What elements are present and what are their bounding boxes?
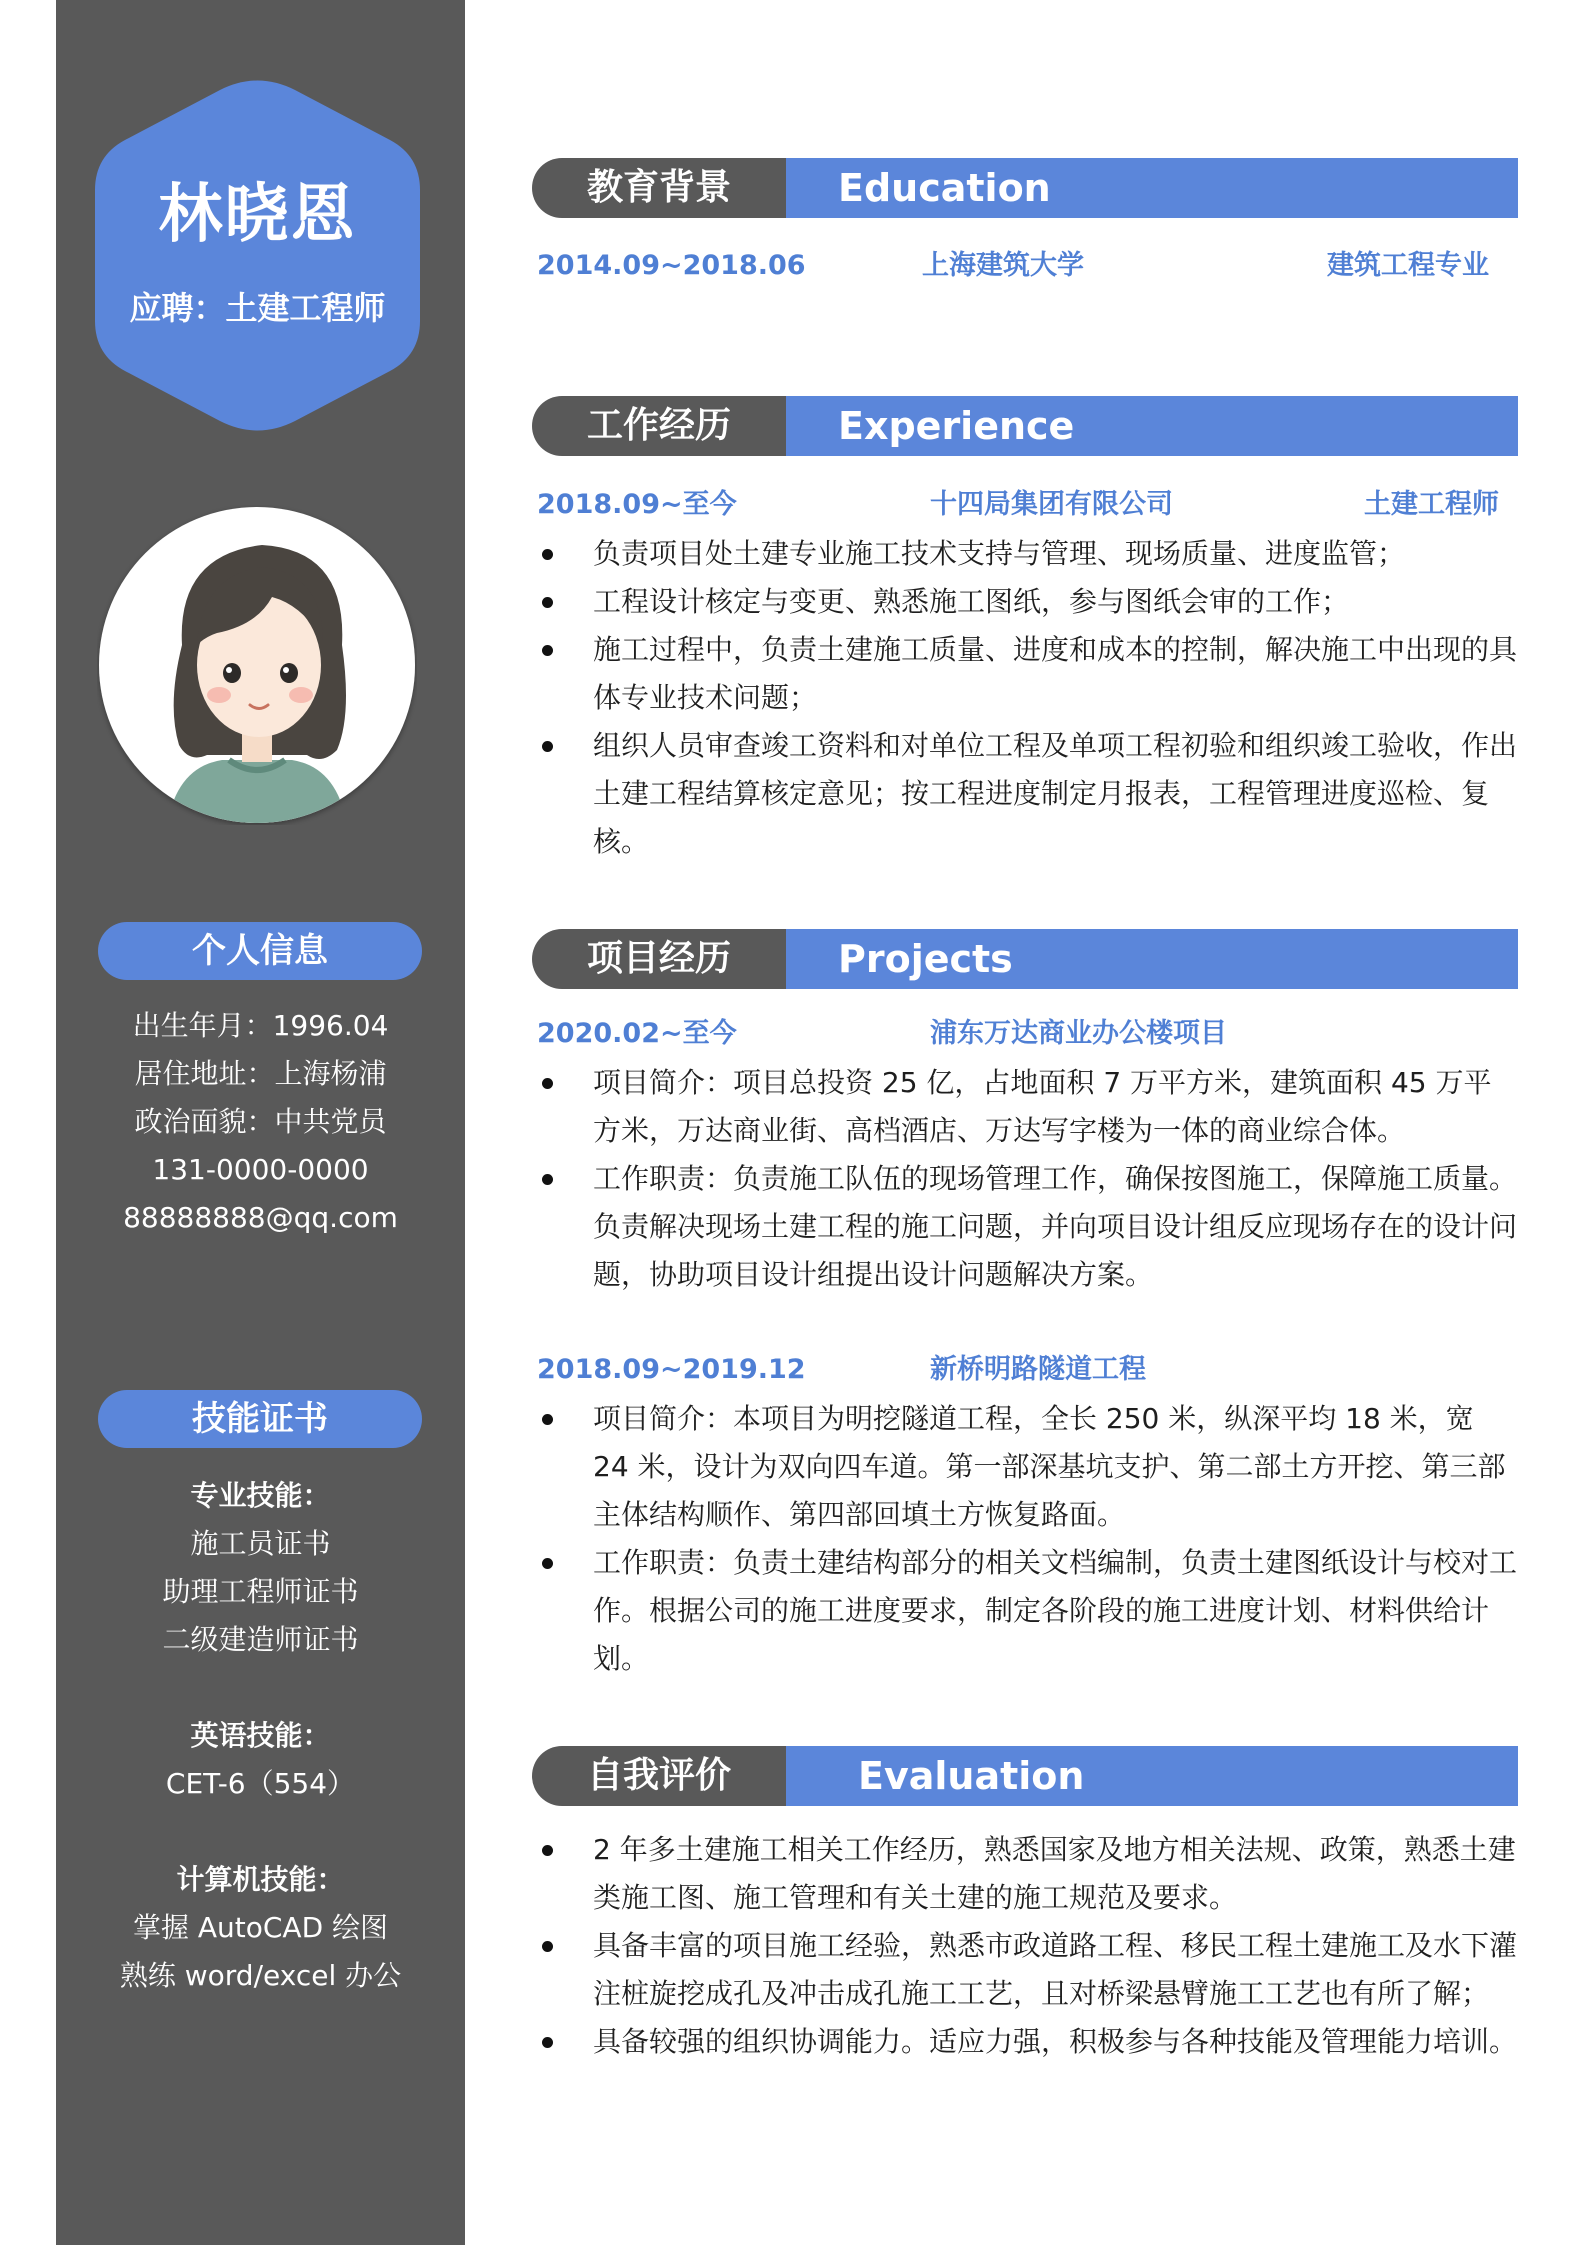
list-item: 工程设计核定与变更、熟悉施工图纸，参与图纸会审的工作；: [537, 578, 1517, 626]
experience-title-cn: 工作经历: [532, 396, 786, 456]
education-date: 2014.09~2018.06: [537, 250, 806, 281]
project-date: 2020.02~至今: [537, 1018, 737, 1049]
email-address: 88888888@qq.com: [123, 1201, 398, 1234]
pro-skills-title: 专业技能：: [190, 1479, 331, 1512]
skill-item: 熟练 word/excel 办公: [119, 1959, 402, 1992]
applied-position: 应聘：土建工程师: [129, 289, 386, 327]
list-item: 项目简介：项目总投资 25 亿，占地面积 7 万平方米，建筑面积 45 万平方米，万达商业街、高档酒店、万达写字楼为一体的商业综合体。: [537, 1059, 1517, 1155]
avatar: [97, 505, 417, 825]
skill-item: CET-6（554）: [165, 1767, 356, 1800]
education-header: [532, 158, 1518, 218]
english-skills-title: 英语技能：: [190, 1719, 331, 1752]
personal-info-list: [56, 1002, 465, 1242]
evaluation-title-en: Evaluation: [786, 1746, 1518, 1806]
experience-title-en: Experience: [786, 396, 1518, 456]
birth-date: 出生年月：1996.04: [132, 1009, 389, 1042]
evaluation-header: [532, 1746, 1518, 1806]
list-item: 工作职责：负责施工队伍的现场管理工作，确保按图施工，保障施工质量。负责解决现场土建工程的施工问题，并向项目设计组反应现场存在的设计问题，协助项目设计组提出设计问题解决方案。: [537, 1155, 1517, 1299]
address: 居住地址：上海杨浦: [134, 1057, 387, 1090]
phone-number: 131-0000-0000: [152, 1153, 369, 1186]
list-item: 具备较强的组织协调能力。适应力强，积极参与各种技能及管理能力培训。: [537, 2018, 1517, 2066]
skills-heading: 技能证书: [98, 1390, 422, 1448]
project-name: 浦东万达商业办公楼项目: [930, 1018, 1227, 1049]
name-hexagon: [95, 78, 420, 433]
projects-header: [532, 929, 1518, 989]
political-status: 政治面貌：中共党员: [134, 1105, 387, 1138]
experience-header: [532, 396, 1518, 456]
list-item: 施工过程中，负责土建施工质量、进度和成本的控制，解决施工中出现的具体专业技术问题；: [537, 626, 1517, 722]
list-item: 负责项目处土建专业施工技术支持与管理、现场质量、进度监管；: [537, 530, 1517, 578]
skill-item: 施工员证书: [190, 1527, 331, 1560]
spacer: [56, 1808, 465, 1856]
education-meta: [537, 246, 1517, 286]
project-name: 新桥明路隧道工程: [930, 1354, 1146, 1385]
list-item: 组织人员审查竣工资料和对单位工程及单项工程初验和组织竣工验收，作出土建工程结算核定意见；按工程进度制定月报表，工程管理进度巡检、复核。: [537, 722, 1517, 866]
hexagon-shape: [95, 78, 420, 433]
experience-date: 2018.09~至今: [537, 489, 737, 520]
school-name: 上海建筑大学: [922, 250, 1084, 281]
skill-item: 掌握 AutoCAD 绘图: [132, 1911, 389, 1944]
major-name: 建筑工程专业: [1327, 250, 1489, 281]
job-role: 土建工程师: [1364, 489, 1499, 520]
experience-list: [537, 530, 1517, 866]
project-2-list: [537, 1395, 1517, 1683]
experience-meta: [537, 485, 1517, 525]
evaluation-title-cn: 自我评价: [532, 1746, 786, 1806]
skill-item: 二级建造师证书: [162, 1623, 359, 1656]
evaluation-list: [537, 1826, 1517, 2066]
project-2-meta: [537, 1350, 1517, 1390]
projects-title-en: Projects: [786, 929, 1518, 989]
education-title-en: Education: [786, 158, 1518, 218]
list-item: 2 年多土建施工相关工作经历，熟悉国家及地方相关法规、政策，熟悉土建类施工图、施工管理和有关土建的施工规范及要求。: [537, 1826, 1517, 1922]
project-1-meta: [537, 1014, 1517, 1054]
list-item: 项目简介：本项目为明挖隧道工程，全长 250 米，纵深平均 18 米，宽 24 米，设计为双向四车道。第一部深基坑支护、第二部土方开挖、第三部主体结构顺作、第四部回填土方恢复路面。: [537, 1395, 1517, 1539]
project-1-list: [537, 1059, 1517, 1299]
project-date: 2018.09~2019.12: [537, 1354, 806, 1385]
spacer: [56, 1664, 465, 1712]
projects-title-cn: 项目经历: [532, 929, 786, 989]
list-item: 具备丰富的项目施工经验，熟悉市政道路工程、移民工程土建施工及水下灌注桩旋挖成孔及冲击成孔施工工艺，且对桥梁悬臂施工工艺也有所了解；: [537, 1922, 1517, 2018]
computer-skills-title: 计算机技能：: [176, 1863, 345, 1896]
skills-list: [56, 1472, 465, 2000]
company-name: 十四局集团有限公司: [930, 489, 1173, 520]
education-title-cn: 教育背景: [532, 158, 786, 218]
candidate-name: 林晓恩: [158, 178, 357, 252]
cartoon-girl-avatar-icon: [97, 505, 417, 825]
skill-item: 助理工程师证书: [162, 1575, 359, 1608]
list-item: 工作职责：负责土建结构部分的相关文档编制，负责土建图纸设计与校对工作。根据公司的施工进度要求，制定各阶段的施工进度计划、材料供给计划。: [537, 1539, 1517, 1683]
personal-info-heading: 个人信息: [98, 922, 422, 980]
